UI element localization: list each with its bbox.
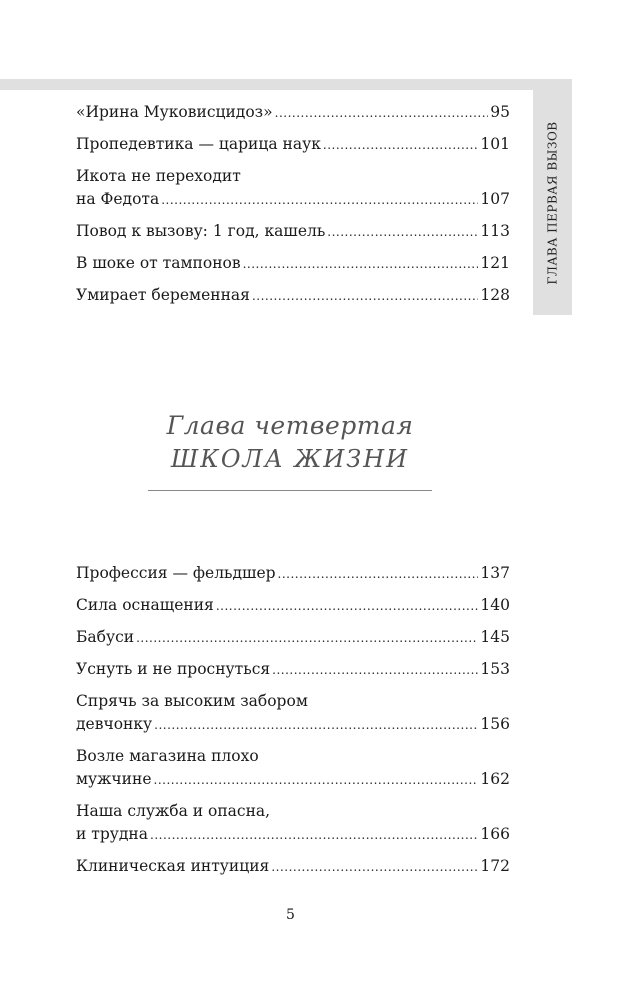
- toc-entry-page: 153: [480, 660, 510, 678]
- toc-entry-line: [76, 768, 510, 792]
- toc-entry-line: [76, 713, 510, 737]
- toc-entry-page: 121: [480, 254, 510, 272]
- toc-entry-page: 145: [480, 628, 510, 646]
- toc-entry-line: [76, 101, 510, 125]
- toc-entry-line: [76, 284, 510, 308]
- toc-entry-title: на Федота: [76, 190, 160, 208]
- toc-entry: [76, 101, 510, 125]
- toc-leader-dots: [278, 563, 479, 586]
- toc-entry-title: Возле магазина плохо: [76, 747, 259, 765]
- toc-entry-line: [76, 800, 510, 823]
- toc-list-bottom: [76, 562, 510, 879]
- chapter-side-tab-label-wrap: [533, 90, 572, 315]
- toc-leader-dots: [161, 189, 478, 212]
- toc-entry-line: [76, 823, 510, 847]
- chapter-divider: [148, 490, 432, 491]
- toc-entry-page: 128: [480, 286, 510, 304]
- header-band: [0, 79, 572, 90]
- toc-leader-dots: [216, 595, 479, 618]
- toc-entry: [76, 165, 510, 212]
- toc-leader-dots: [154, 714, 478, 737]
- toc-leader-dots: [252, 285, 478, 308]
- toc-entry-title: Умирает беременная: [76, 286, 250, 304]
- toc-entry: [76, 626, 510, 650]
- toc-entry-page: 107: [480, 190, 510, 208]
- toc-leader-dots: [275, 102, 489, 125]
- toc-leader-dots: [272, 659, 478, 682]
- toc-entry-page: 101: [480, 135, 510, 153]
- toc-entry: [76, 745, 510, 792]
- toc-entry: [76, 133, 510, 157]
- toc-entry-title: Спрячь за высоким забором: [76, 692, 308, 710]
- toc-list-top: [76, 101, 510, 308]
- toc-entry: [76, 594, 510, 618]
- toc-entry-title: Профессия — фельдшер: [76, 564, 276, 582]
- toc-leader-dots: [154, 769, 479, 792]
- toc-entry-title: Икота не переходит: [76, 167, 241, 185]
- toc-entry-page: 166: [480, 825, 510, 843]
- toc-entry-line: [76, 133, 510, 157]
- toc-leader-dots: [136, 627, 478, 650]
- toc-entry-page: 95: [490, 103, 510, 121]
- toc-leader-dots: [327, 221, 478, 244]
- toc-entry: [76, 800, 510, 847]
- page-number: 5: [286, 907, 295, 923]
- chapter-side-tab-label: ГЛАВА ПЕРВАЯ ВЫЗОВ: [545, 120, 560, 285]
- toc-entry-line: [76, 626, 510, 650]
- toc-entry-line: [76, 188, 510, 212]
- toc-entry-line: [76, 658, 510, 682]
- toc-entry-title: Повод к вызову: 1 год, кашель: [76, 222, 326, 240]
- toc-leader-dots: [271, 856, 478, 879]
- toc-entry-title: В шоке от тампонов: [76, 254, 241, 272]
- toc-entry-page: 156: [480, 715, 510, 733]
- toc-leader-dots: [243, 253, 479, 276]
- toc-entry-line: [76, 562, 510, 586]
- toc-entry-line: [76, 594, 510, 618]
- toc-entry-page: 162: [480, 770, 510, 788]
- toc-entry: [76, 855, 510, 879]
- toc-entry-line: [76, 745, 510, 768]
- chapter-heading: [148, 410, 432, 491]
- toc-entry: [76, 252, 510, 276]
- toc-entry-page: 113: [480, 222, 510, 240]
- toc-entry-line: [76, 252, 510, 276]
- toc-entry-title: мужчине: [76, 770, 152, 788]
- toc-entry-line: [76, 690, 510, 713]
- chapter-label: Глава четвертая: [166, 411, 414, 440]
- toc-entry-title: Уснуть и не проснуться: [76, 660, 271, 678]
- toc-entry-title: Клиническая интуиция: [76, 857, 270, 875]
- toc-entry-title: «Ирина Муковисцидоз»: [76, 103, 273, 121]
- toc-leader-dots: [150, 824, 478, 847]
- toc-entry: [76, 284, 510, 308]
- toc-entry-title: девчонку: [76, 715, 153, 733]
- toc-entry-title: Наша служба и опасна,: [76, 802, 271, 820]
- toc-entry: [76, 690, 510, 737]
- toc-entry-line: [76, 220, 510, 244]
- toc-entry-page: 140: [480, 596, 510, 614]
- toc-entry-page: 172: [480, 857, 510, 875]
- toc-entry: [76, 562, 510, 586]
- toc-entry-line: [76, 855, 510, 879]
- toc-entry-title: Пропедевтика — царица наук: [76, 135, 321, 153]
- toc-entry: [76, 658, 510, 682]
- toc-entry-page: 137: [480, 564, 510, 582]
- toc-entry-title: и трудна: [76, 825, 148, 843]
- toc-entry-title: Бабуси: [76, 628, 135, 646]
- toc-entry: [76, 220, 510, 244]
- toc-entry-title: Сила оснащения: [76, 596, 214, 614]
- toc-leader-dots: [323, 134, 479, 157]
- chapter-title: ШКОЛА ЖИЗНИ: [170, 445, 410, 473]
- toc-entry-line: [76, 165, 510, 188]
